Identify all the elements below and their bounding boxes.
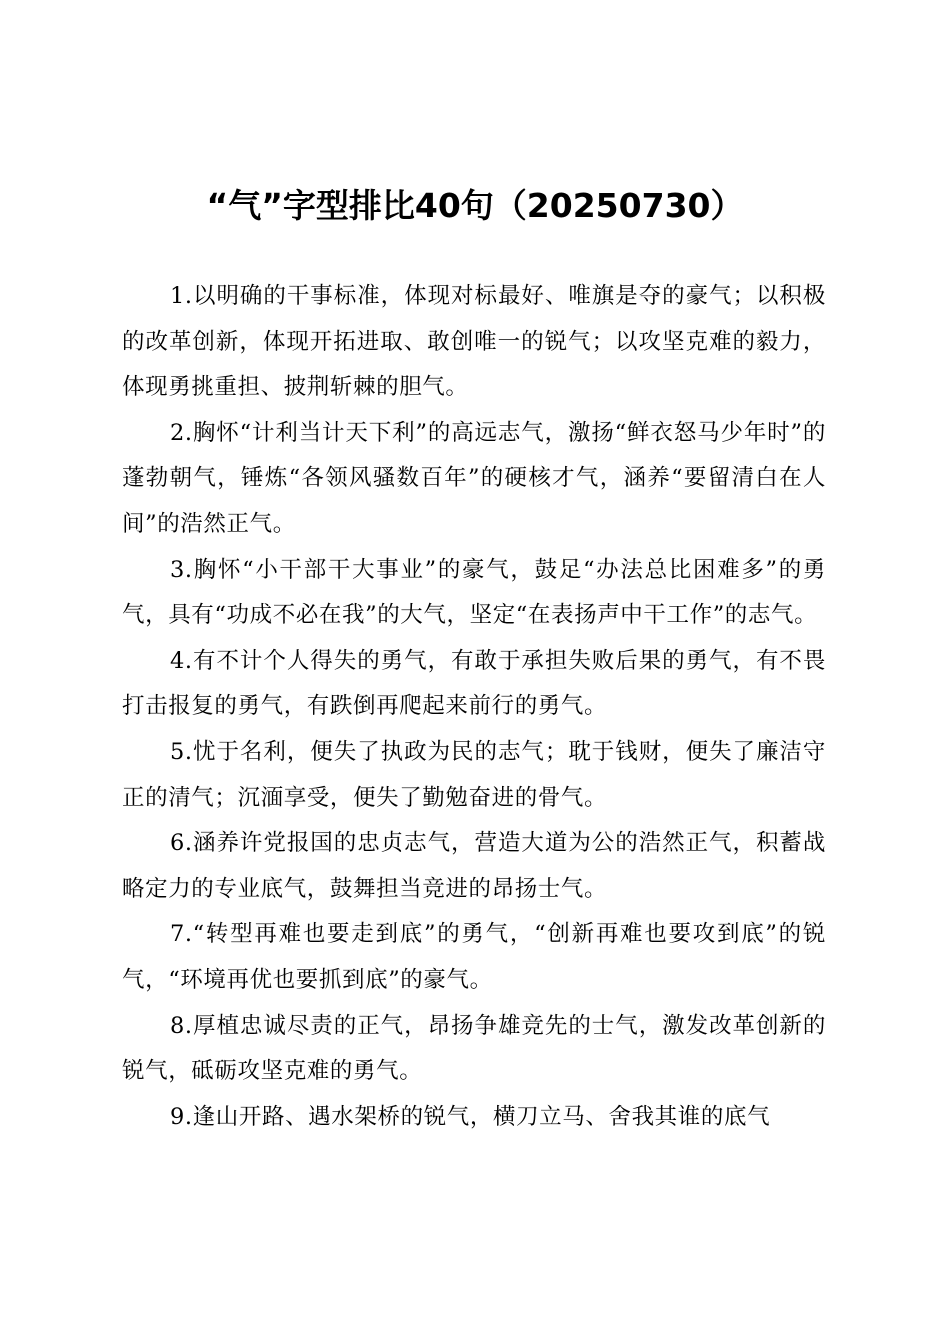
paragraph-2: 2.胸怀“计利当计天下利”的高远志气，激扬“鲜衣怒马少年时”的蓬勃朝气，锤炼“各领风骚数百年”的硬核才气，涵养“要留清白在人间”的浩然正气。 bbox=[122, 419, 826, 537]
paragraph-7: 7.“转型再难也要走到底”的勇气，“创新再难也要攻到底”的锐气，“环境再优也要抓到底”的豪气。 bbox=[122, 921, 826, 993]
paragraph-4: 4.有不计个人得失的勇气，有敢于承担失败后果的勇气，有不畏打击报复的勇气，有跌倒再爬起来前行的勇气。 bbox=[122, 647, 826, 720]
paragraph-1: 1.以明确的干事标准，体现对标最好、唯旗是夺的豪气；以积极的改革创新，体现开拓进取、敢创唯一的锐气；以攻坚克难的毅力，体现勇挑重担、披荆斩棘的胆气。 bbox=[122, 283, 826, 401]
document-title: “气”字型排比40句（20250730） bbox=[206, 186, 744, 225]
paragraph-8: 8.厚植忠诚尽责的正气，昂扬争雄竞先的士气，激发改革创新的锐气，砥砺攻坚克难的勇气。 bbox=[122, 1012, 826, 1085]
paragraph-5: 5.忧于名利，便失了执政为民的志气；耽于钱财，便失了廉洁守正的清气；沉湎享受，便失了勤勉奋进的骨气。 bbox=[122, 738, 826, 811]
document-body bbox=[122, 274, 826, 1140]
paragraph-9: 9.逢山开路、遇水架桥的锐气，横刀立马、舍我其谁的底气 bbox=[170, 1103, 771, 1130]
paragraph-6: 6.涵养许党报国的忠贞志气，营造大道为公的浩然正气，积蓄战略定力的专业底气，鼓舞担当竞进的昂扬士气。 bbox=[122, 830, 826, 902]
paragraph-3: 3.胸怀“小干部干大事业”的豪气，鼓足“办法总比困难多”的勇气，具有“功成不必在我”的大气，坚定“在表扬声中干工作”的志气。 bbox=[122, 556, 826, 629]
